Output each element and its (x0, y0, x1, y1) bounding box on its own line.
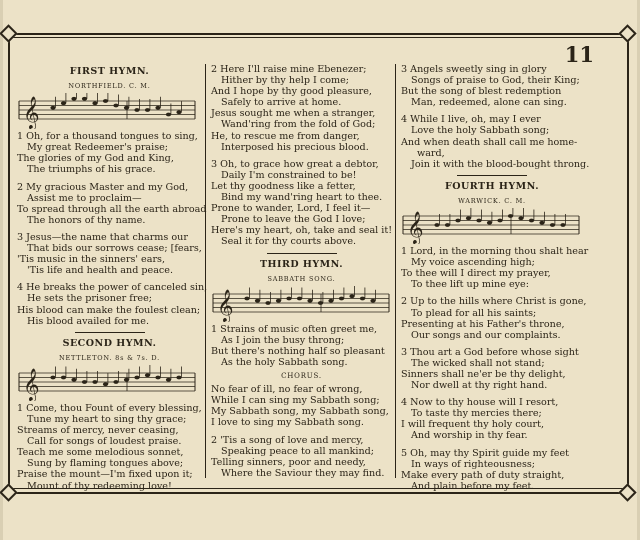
svg-text:𝄞: 𝄞 (217, 288, 234, 322)
verse-line: I will frequent thy holy court, (401, 419, 545, 431)
note-head (518, 216, 523, 220)
verse-line: Prone to leave the God I love; (221, 214, 366, 226)
corner-ornament-tr (618, 24, 636, 42)
note-head (166, 113, 171, 117)
verse-line: Make every path of duty straight, (401, 469, 565, 481)
verse-line: 4 He breaks the power of canceled sin, (17, 282, 208, 294)
svg-text:𝄞: 𝄞 (23, 96, 40, 130)
verse-line: In ways of righteousness; (411, 458, 536, 470)
verse-line: He, to rescue me from danger, (211, 130, 360, 142)
column-2 (211, 64, 392, 479)
verse-line: As I join the busy throng; (221, 334, 345, 346)
verse-line: To spread through all the earth abroad (17, 203, 207, 215)
note-head (50, 375, 55, 379)
verse-line: 2 Up to the hills where Christ is gone, (401, 296, 587, 308)
note-head (360, 296, 365, 300)
verse-line: Presenting at his Father's throne, (401, 318, 565, 330)
note-head (61, 102, 66, 106)
verse-line: And I hope by thy good pleasure, (211, 86, 372, 98)
verse-line: 3 Thou art a God before whose sight (401, 346, 579, 358)
verse (401, 246, 589, 291)
verse-line: Here's my heart, oh, take and seal it! (211, 225, 393, 237)
verse-line: Tune my heart to sing thy grace; (27, 413, 187, 425)
verse-line: 4 Now to thy house will I resort, (401, 397, 559, 409)
note-head (113, 104, 118, 108)
music-staff (17, 365, 197, 401)
verse-line: And worship in thy fear. (411, 430, 528, 442)
tune-name: WARWICK. C. M. (458, 196, 526, 205)
verse-line: Call for songs of loudest praise. (27, 436, 182, 448)
verse (211, 324, 392, 368)
verse (401, 397, 583, 441)
section-rule (267, 253, 337, 254)
note-head (318, 301, 323, 305)
verse-line: 1 Strains of music often greet me, (211, 323, 378, 335)
verse-line: And when death shall call me home- (401, 136, 578, 148)
note-head (124, 378, 129, 382)
verse (401, 64, 583, 108)
left-border (8, 34, 10, 492)
verse-line: Sung by flaming tongues above; (27, 458, 184, 470)
verse (401, 448, 583, 492)
verse-line: 1 Oh, for a thousand tongues to sing, (17, 131, 198, 143)
verse-line: Assist me to proclaim— (27, 192, 142, 204)
note-head (445, 223, 450, 227)
note-head (92, 380, 97, 384)
verse-line: 3 Jesus—the name that charms our (17, 231, 188, 243)
verse-line: Praise the mount—I'm fixed upon it; (17, 469, 193, 481)
verse-line: To thee will I direct my prayer, (401, 268, 551, 280)
note-head (155, 106, 160, 110)
verse-line: Where the Saviour they may find. (221, 467, 385, 479)
verse-line: My great Redeemer's praise; (27, 142, 169, 154)
verse-line: My voice ascending high; (411, 257, 535, 269)
section-rule (457, 175, 527, 176)
note-head (455, 219, 460, 223)
note-head (176, 111, 181, 115)
note-head (265, 301, 270, 305)
note-head (103, 99, 108, 103)
verse-line: The honors of thy name. (27, 214, 146, 226)
note-head (61, 375, 66, 379)
verse (401, 296, 587, 341)
chorus-line: While I can sing my Sabbath song; (211, 395, 380, 407)
verse (17, 403, 202, 492)
corner-ornament-br (618, 483, 636, 501)
note-head (434, 223, 439, 227)
verse-line: Mount of thy redeeming love! (27, 480, 172, 492)
verse-line: The wicked shall not stand; (411, 357, 545, 369)
verse-line: 2 Here I'll raise mine Ebenezer; (211, 64, 367, 75)
note-head (487, 221, 492, 225)
page-number: 11 (564, 42, 594, 67)
verse-line: 1 Lord, in the morning thou shalt hear (401, 246, 589, 258)
music-staff (211, 286, 391, 322)
verse (17, 282, 208, 327)
svg-text:𝄞: 𝄞 (407, 211, 424, 245)
note-head (328, 299, 333, 303)
verse-line: Telling sinners, poor and needy, (211, 456, 366, 468)
section-rule (75, 332, 145, 333)
chorus-line: My Sabbath song, my Sabbath song, (211, 406, 389, 418)
note-head (244, 296, 249, 300)
note-head (71, 378, 76, 382)
top-border-inner (8, 37, 628, 38)
tune-name: NETTLETON. 8s & 7s. D. (59, 353, 160, 362)
note-head (339, 296, 344, 300)
verse-line: But the song of blest redemption (401, 86, 562, 98)
verse-line: 'Tis life and health and peace. (27, 265, 174, 277)
verse-line: Bind my wand'ring heart to thee. (221, 192, 383, 204)
note-head (307, 299, 312, 303)
verse-line: He sets the prisoner free; (27, 293, 152, 305)
verse-line: Man, redeemed, alone can sing. (411, 97, 567, 109)
music-staff (17, 93, 197, 129)
verse-line: 5 Oh, may thy Spirit guide my feet (401, 447, 570, 459)
note-head (286, 296, 291, 300)
verse-line: Daily I'm constrained to be! (221, 169, 357, 181)
verse-line: Streams of mercy, never ceasing, (17, 425, 179, 437)
note-head (539, 221, 544, 225)
verse-line: ward, (417, 147, 445, 159)
verse-line: Safely to arrive at home. (221, 97, 342, 109)
top-border (8, 33, 628, 35)
verse-line: 3 Oh, to grace how great a debtor, (211, 158, 379, 170)
note-head (113, 380, 118, 384)
note-head (297, 296, 302, 300)
note-head (145, 108, 150, 112)
right-border (627, 34, 629, 492)
verse-line: Join it with the blood-bought throng. (411, 158, 590, 170)
note-head (145, 373, 150, 377)
bottom-border (8, 492, 628, 494)
column-3 (401, 64, 590, 492)
verse-line: Interposed his precious blood. (221, 141, 369, 153)
tune-name: SABBATH SONG. (267, 274, 336, 283)
verse-line: His blood can make the foulest clean; (17, 304, 201, 316)
verse (17, 232, 202, 276)
note-head (508, 214, 513, 218)
verse-line: The glories of my God and King, (17, 153, 174, 165)
verse-line: Let thy goodness like a fetter, (211, 180, 356, 192)
verse-line: As the holy Sabbath song. (221, 356, 348, 368)
note-head (50, 106, 55, 110)
verse-line: 1 Come, thou Fount of every blessing, (17, 402, 202, 414)
note-head (82, 97, 87, 101)
verse-line: Speaking peace to all mankind; (221, 445, 375, 457)
note-head (176, 375, 181, 379)
verse-line: 'Tis music in the sinners' ears, (17, 254, 166, 266)
note-head (103, 382, 108, 386)
note-head (134, 108, 139, 112)
note-head (466, 216, 471, 220)
verse-line: Hither by thy help I come; (221, 75, 350, 87)
verse-line: To thee lift up mine eye: (411, 279, 529, 291)
hymn-title: SECOND HYMN. (62, 337, 157, 349)
verse (211, 435, 392, 479)
note-head (82, 380, 87, 384)
verse-line: 4 While I live, oh, may I ever (401, 114, 541, 126)
hymn-title: THIRD HYMN. (259, 258, 344, 270)
note-head (166, 378, 171, 382)
verse (211, 159, 392, 248)
note-head (134, 375, 139, 379)
note-head (497, 219, 502, 223)
verse-line: Teach me some melodious sonnet, (17, 447, 184, 459)
verse (17, 181, 207, 226)
verse-line: 2 My gracious Master and my God, (17, 181, 189, 193)
verse (211, 64, 392, 153)
verse-line: Sinners shall ne'er be thy delight, (401, 368, 566, 380)
note-head (560, 223, 565, 227)
note-head (92, 102, 97, 106)
note-head (276, 299, 281, 303)
chorus-line: No fear of ill, no fear of wrong, (211, 384, 363, 396)
verse-line: Nor dwell at thy right hand. (411, 380, 548, 392)
column-1 (17, 64, 208, 492)
chorus-line: I love to sing my Sabbath song. (211, 417, 364, 429)
verse-line: His blood availed for me. (27, 315, 150, 327)
verse-line: Songs of praise to God, their King; (411, 75, 580, 87)
verse-line: Jesus sought me when a stranger, (211, 108, 376, 120)
hymn-title: FIRST HYMN. (69, 66, 150, 77)
verse-line: 3 Angels sweetly sing in glory (401, 64, 547, 75)
tune-name: NORTHFIELD. C. M. (68, 82, 151, 91)
verse (401, 114, 590, 170)
chorus (211, 384, 392, 428)
note-head (155, 375, 160, 379)
verse-line: Our songs and our complaints. (411, 329, 561, 341)
verse-line: And plain before my feet. (411, 480, 535, 492)
note-head (370, 299, 375, 303)
verse-line: Love the holy Sabbath song; (411, 125, 550, 137)
note-head (349, 294, 354, 298)
hymn-title: FOURTH HYMN. (444, 180, 540, 192)
note-head (476, 219, 481, 223)
verse-line: Seal it for thy courts above. (221, 236, 357, 248)
chorus-label: CHORUS. (281, 372, 322, 381)
note-head (71, 97, 76, 101)
page-edge-left (0, 0, 3, 540)
verse-line: Wand'ring from the fold of God; (221, 119, 376, 131)
verse-line: 2 'Tis a song of love and mercy, (211, 434, 364, 446)
verse-line: The triumphs of his grace. (27, 164, 156, 176)
note-head (550, 223, 555, 227)
verse-line: Prone to wander, Lord, I feel it— (211, 203, 371, 215)
verse-line: That bids our sorrows cease; [fears, (27, 243, 202, 255)
music-staff (401, 208, 581, 244)
verse-line: To taste thy mercies there; (411, 408, 542, 420)
note-head (124, 106, 129, 110)
column-divider-1 (205, 64, 206, 478)
verse (401, 347, 583, 391)
verse-line: But there's nothing half so pleasant (211, 345, 385, 357)
verse-line: To plead for all his saints; (411, 307, 537, 319)
column-divider-2 (395, 64, 396, 478)
verse (17, 131, 202, 175)
note-head (529, 219, 534, 223)
note-head (255, 299, 260, 303)
svg-text:𝄞: 𝄞 (23, 367, 40, 401)
